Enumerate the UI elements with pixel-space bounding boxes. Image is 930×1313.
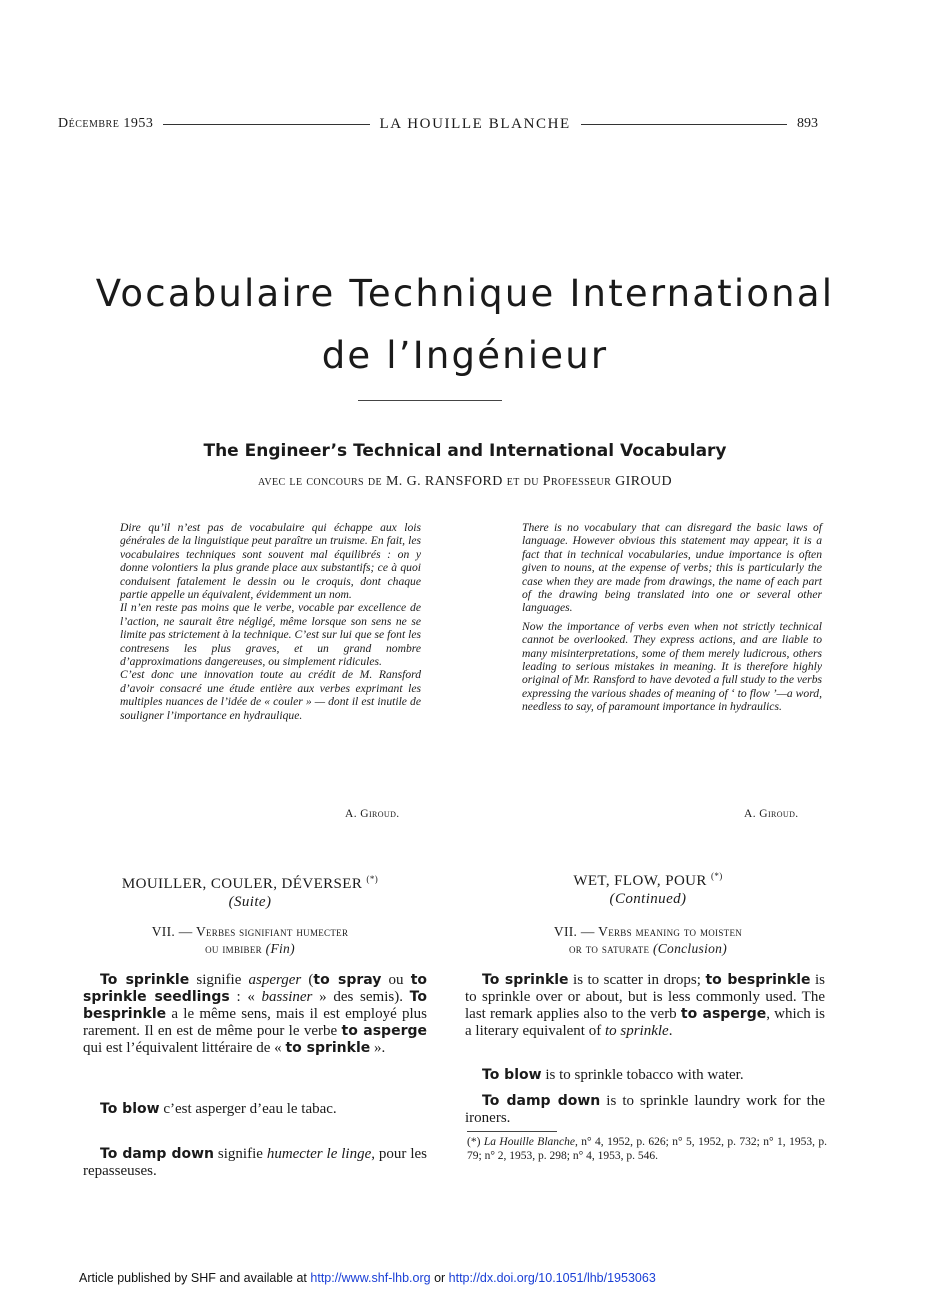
footnote-marker: (*) [467,1136,484,1148]
footnote-rule [467,1131,557,1132]
section-heading-en [478,867,818,908]
term: to asperge [341,1023,427,1039]
header-rule-left [163,124,369,125]
text-run: , pour les repasseuses. [83,1146,427,1179]
footnote-mark: (*) [710,871,723,881]
text-run: : « [229,989,262,1005]
text-run: c’est asperger d’eau le tabac. [159,1101,337,1117]
entry-sprinkle-fr [83,972,427,1057]
subsection-en-line-1: VII. — Verbs meaning to moisten [553,924,743,939]
footer-link-doi[interactable]: http://dx.doi.org/10.1051/lhb/1953063 [448,1271,656,1285]
entry-blow-fr [83,1101,427,1118]
credits-line [0,474,930,490]
term: To blow [100,1101,160,1117]
section-heading-fr [84,870,416,911]
subsection-fr-note: (Fin) [265,941,295,956]
entry-damp-down-fr [83,1146,427,1180]
header-rule-right [581,124,787,125]
intro-en-paragraph: Now the importance of verbs even when not strictly technical cannot be overlooked. They express actions, and are liable to many misinterpretations, some of them merely ludicrous, others leading to serious mistakes in meaning. It is therefore highly original of Mr. Ransford to have devoted a full study to the verbs expressing the various shades of meaning of ‘ to flow ’—a word, needless to say, of paramount importance in hydraulics. [522,619,823,714]
intro-en-signature: A. Giroud. [744,808,799,820]
text-run: » des semis). [312,989,410,1005]
page-number: 893 [797,116,818,131]
subsection-fr-line-2: ou imbiber [205,941,262,956]
page-title-line-1: Vocabulaire Technique International [95,272,835,315]
text-run: ( [301,972,314,988]
entry-sprinkle-en [465,972,825,1040]
text-run: is to sprinkle over or about, but is less commonly used. The last remark applies also to the verb [465,972,826,1022]
running-header [58,114,818,134]
intro-english [522,521,822,714]
text-run: ou [381,972,411,988]
footer-link-shf[interactable]: http://www.shf-lhb.org [310,1271,431,1285]
intro-french [120,521,421,722]
text-run: is to sprinkle laundry work for the ironers. [465,1093,825,1126]
credits-name-2: GIROUD [615,474,672,489]
credits-name-1: M. G. RANSFORD [385,474,503,489]
page-title-line-2: de l’Ingénieur [321,334,609,377]
credits-prefix: avec le concours de [258,474,383,489]
title-divider [358,400,502,401]
text-run: a le même sens, mais il est employé plus rarement. Il en est de même pour le verbe [83,1006,427,1039]
gloss: humecter le linge [266,1146,372,1162]
section-heading-fr-text: MOUILLER, COULER, DÉVERSER [121,876,363,892]
term: to spray [313,972,382,988]
entry-damp-down-en [465,1093,825,1127]
entry-blow-en [465,1067,825,1084]
intro-fr-paragraph: Il n’en reste pas moins que le verbe, vocable par excellence de l’action, ne saurait être négligé, même lorsque son sens ne se limite pas strictement à la technique. C’est sur lui que se font les contresens les plus graves, et un grand nombre d’approximations dangereuses, ou simplement ridicules. [120,601,421,669]
intro-en-paragraph: There is no vocabulary that can disregard the basic laws of language. However obvious this statement may appear, it is a fact that in technical vocabularies, undue importance is often given to nouns, at the expense of verbs; this is particularly the case when they are made from drawings, the name of each part of the drawing being translated into one or several other languages. [522,521,822,615]
journal-name: LA HOUILLE BLANCHE [379,115,571,132]
footnote-source: La Houille Blanche [483,1136,575,1148]
text-run: is to sprinkle tobacco with water. [541,1067,744,1083]
term: To sprinkle [100,972,190,988]
term: To besprinkle [83,989,427,1022]
footer-text: or [430,1271,449,1285]
footer-text: Article published by SHF and available at [79,1271,311,1285]
intro-fr-paragraph: Dire qu’il n’est pas de vocabulaire qui échappe aux lois générales de la linguistique peut paraître un truisme. En fait, les vocabulaires techniques sont souvent mal équilibrés : on y donne volontiers la plus grande place aux substantifs; ce à quoi conduisent fatalement le dessin ou le croquis, dont chaque partie appelle un équivalent, évidemment un nom. [120,521,421,602]
footnote-mark: (*) [366,874,379,884]
text-run: ». [370,1040,386,1056]
text-run: . [668,1023,673,1039]
subsection-en-note: (Conclusion) [652,941,728,956]
issue-date: Décembre 1953 [58,116,154,131]
section-heading-en-note: (Continued) [609,891,687,907]
text-run: signifie [214,1146,267,1162]
term: To sprinkle [482,972,569,988]
subsection-heading-fr [84,923,416,957]
text-run: qui est l’équivalent littéraire de « [83,1040,286,1056]
publication-footer [79,1271,656,1285]
term: to asperge [680,1006,767,1022]
page-subtitle: The Engineer’s Technical and International Vocabulary [203,441,727,461]
term: to sprinkle seedlings [83,972,428,1005]
text-run: is to scatter in drops; [568,972,706,988]
gloss: asperger [248,972,302,988]
text-run: , which is a literary equivalent of [465,1006,825,1039]
intro-fr-signature: A. Giroud. [345,808,400,820]
term: to besprinkle [705,972,811,988]
text-run: signifie [189,972,249,988]
section-heading-en-text: WET, FLOW, POUR [573,873,707,889]
gloss: bassiner [261,989,313,1005]
intro-fr-paragraph: C’est donc une innovation toute au crédit de M. Ransford d’avoir consacré une étude entière aux verbes exprimant les multiples nuances de l’idée de « couler » — dont il est inutile de souligner l’importance en hydraulique. [120,668,421,722]
subsection-en-line-2: or to saturate [568,941,650,956]
subsection-heading-en [478,923,818,957]
credits-middle: et du Professeur [506,474,612,489]
gloss: to sprinkle [604,1023,669,1039]
footnote [467,1136,827,1163]
term: to sprinkle [285,1040,371,1056]
term: To damp down [482,1093,601,1109]
subsection-fr-line-1: VII. — Verbes signifiant humecter [151,924,349,939]
section-heading-fr-note: (Suite) [228,894,272,910]
term: To damp down [100,1146,214,1162]
footnote-refs: , n° 4, 1952, p. 626; n° 5, 1952, p. 732; n° 1, 1953, p. 79; n° 2, 1953, p. 298; n° 4, 1953, p. 546. [467,1136,827,1162]
term: To blow [482,1067,542,1083]
